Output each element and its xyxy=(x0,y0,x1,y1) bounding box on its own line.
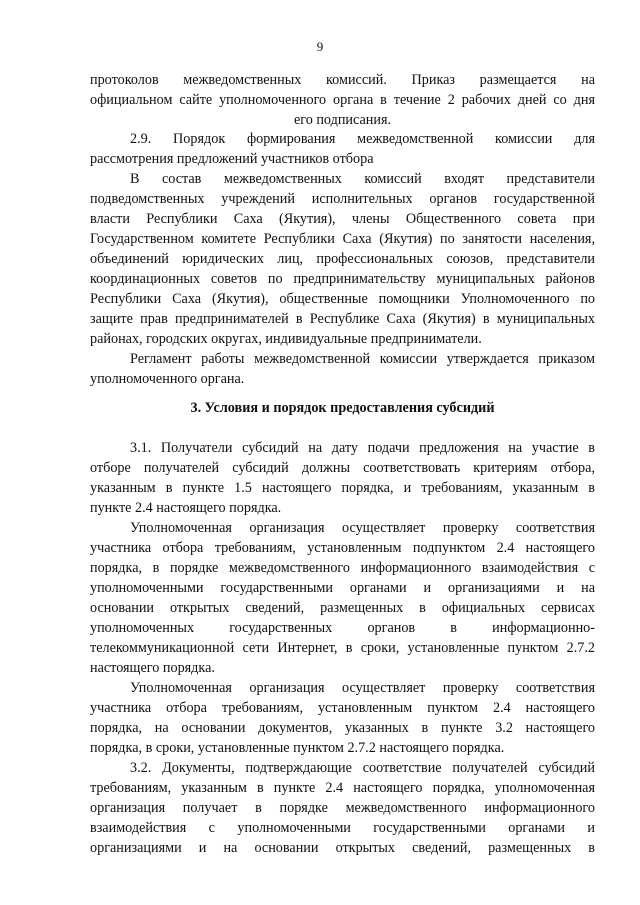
text-line: Уполномоченная организация осуществляет проверку соответствия xyxy=(130,520,595,536)
text-line: Государственном комитете Республики Саха (Якутия) по занятости населения, xyxy=(90,231,595,247)
text-line: координационных советов по предпринимательству муниципальных районов xyxy=(90,271,595,287)
text-line: власти Республики Саха (Якутия), члены Общественного совета при xyxy=(90,211,595,227)
text-line: телекоммуникационной сети Интернет, в сроки, установленные пунктом 2.7.2 xyxy=(90,640,595,656)
text-line: 3.2. Документы, подтверждающие соответствие получателей субсидий xyxy=(130,760,595,776)
text-line: объединений юридических лиц, профессиональных союзов, представители xyxy=(90,251,595,267)
text-line: подведомственных учреждений исполнительных органов государственной xyxy=(90,191,595,207)
text-line: основании открытых сведений, размещенных в официальных сервисах xyxy=(90,600,595,616)
text-line: пункте 2.4 настоящего порядка. xyxy=(90,500,282,516)
section-heading-line: рассмотрения предложений участников отбора xyxy=(90,151,374,167)
text-line: Регламент работы межведомственной комиссии утверждается приказом xyxy=(130,351,595,367)
text-line: уполномоченного органа. xyxy=(90,371,245,387)
text-line: взаимодействия с уполномоченными государственными органами и xyxy=(90,820,595,836)
text-line: порядка, в сроки, установленные пунктом 2.7.2 настоящего порядка. xyxy=(90,740,505,756)
text-line: официальном сайте уполномоченного органа в течение 2 рабочих дней со дня xyxy=(90,92,595,108)
text-line: уполномоченными государственными органами и организациями и на xyxy=(90,580,595,596)
text-line: уполномоченных государственных органов в информационно- xyxy=(90,620,595,636)
text-line: порядка, на основании документов, указанных в пункте 3.2 настоящего xyxy=(90,720,595,736)
text-line: указанным в пункте 1.5 настоящего порядка, и требованиям, указанным в xyxy=(90,480,595,496)
text-line: организациями и на основании открытых сведений, размещенных в xyxy=(90,840,595,856)
text-line: Уполномоченная организация осуществляет проверку соответствия xyxy=(130,680,595,696)
text-line: защите прав предпринимателей в Республике Саха (Якутия) в муниципальных xyxy=(90,311,595,327)
text-line: отборе получателей субсидий должны соответствовать критериям отбора, xyxy=(90,460,595,476)
text-line: В состав межведомственных комиссий входят представители xyxy=(130,171,595,187)
text-line: порядка, в порядке межведомственного информационного взаимодействия с xyxy=(90,560,595,576)
text-line: районах, городских округах, индивидуальные предприниматели. xyxy=(90,331,482,347)
section-title: 3. Условия и порядок предоставления субсидий xyxy=(190,400,495,416)
text-line: Республики Саха (Якутия), общественные помощники Уполномоченного по xyxy=(90,291,595,307)
text-line: его подписания. xyxy=(293,112,392,128)
text-line: протоколов межведомственных комиссий. Приказ размещается на xyxy=(90,72,595,88)
text-line: 3.1. Получатели субсидий на дату подачи предложения на участие в xyxy=(130,440,595,456)
page-number: 9 xyxy=(316,39,324,54)
section-heading-line: 2.9. Порядок формирования межведомственной комиссии для xyxy=(130,131,595,147)
text-line: настоящего порядка. xyxy=(90,660,215,676)
text-line: участника отбора требованиям, установленным подпунктом 2.4 настоящего xyxy=(90,540,595,556)
text-line: участника отбора требованиям, установленным пунктом 2.4 настоящего xyxy=(90,700,595,716)
text-line: требованиям, указанным в пункте 2.4 настоящего порядка, уполномоченная xyxy=(90,780,595,796)
text-line: организация получает в порядке межведомственного информационного xyxy=(90,800,595,816)
